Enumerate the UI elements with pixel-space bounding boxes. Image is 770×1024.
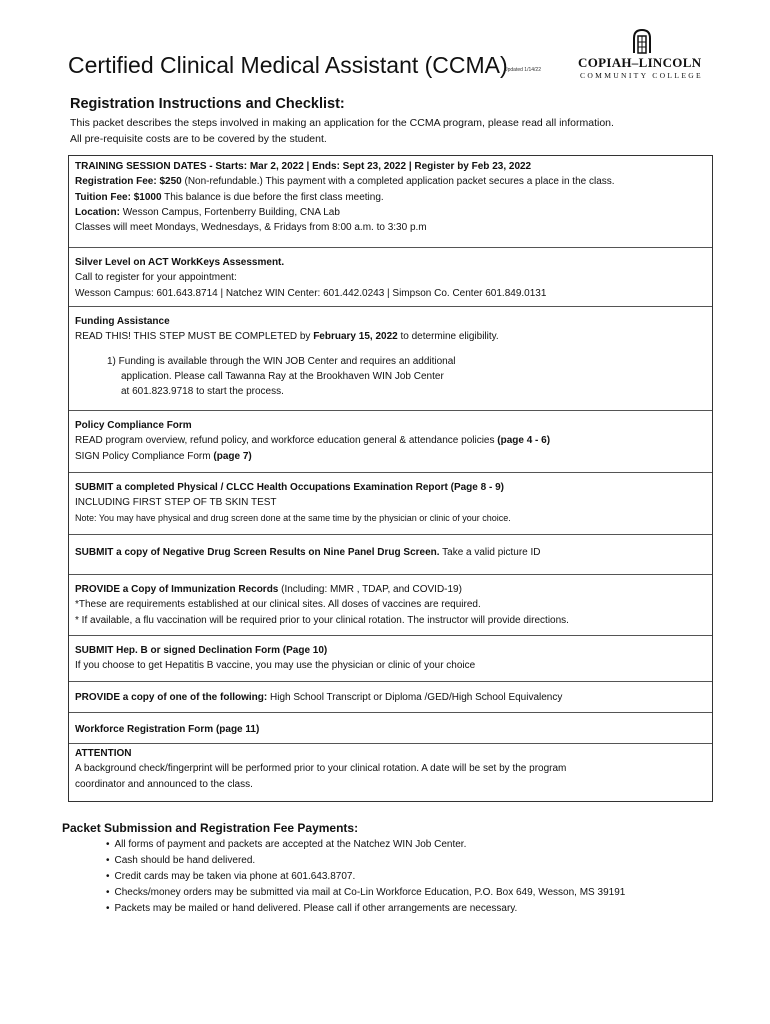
policy-title: Policy Compliance Form bbox=[75, 420, 192, 431]
list-item: • Packets may be mailed or hand delivered. Please call if other arrangements are necessary. bbox=[106, 901, 625, 917]
workkeys-section bbox=[69, 248, 712, 307]
physical-title: SUBMIT a completed Physical / CLCC Health Occupations Examination Report (Page 8 - 9) bbox=[75, 482, 504, 493]
physical-note: Note: You may have physical and drug screen done at the same time by the physician or clinic of your choice. bbox=[75, 512, 511, 523]
immunization-title: PROVIDE a Copy of Immunization Records bbox=[75, 584, 279, 595]
attention-text: A background check/fingerprint will be performed prior to your clinical rotation. A date will be set by the program bbox=[75, 763, 567, 775]
funding-item: 1) Funding is available through the WIN JOB Center and requires an additional bbox=[107, 355, 456, 367]
updated-date: Updated 1/14/22 bbox=[504, 67, 541, 73]
location-label: Location: bbox=[75, 206, 120, 218]
list-item: • Checks/money orders may be submitted via mail at Co-Lin Workforce Education, P.O. Box 649, Wesson, MS 39191 bbox=[106, 885, 625, 901]
attention-text: coordinator and announced to the class. bbox=[75, 778, 253, 790]
funding-item: application. Please call Tawanna Ray at the Brookhaven WIN Job Center bbox=[121, 370, 444, 382]
document-header bbox=[68, 50, 718, 90]
intro-text bbox=[70, 115, 614, 147]
transcript-text: High School Transcript or Diploma /GED/High School Equivalency bbox=[267, 692, 563, 703]
training-section bbox=[69, 156, 712, 248]
funding-section bbox=[69, 307, 712, 411]
tuition-fee-label: Tuition Fee: $1000 bbox=[75, 191, 162, 203]
payments-heading: Packet Submission and Registration Fee Payments: bbox=[62, 821, 359, 835]
logo-subtitle: COMMUNITY COLLEGE bbox=[580, 71, 703, 80]
attention-section bbox=[69, 744, 712, 802]
college-logo bbox=[578, 28, 720, 80]
training-dates: TRAINING SESSION DATES - Starts: Mar 2, 2022 | Ends: Sept 23, 2022 | Register by Feb 23, 2022 bbox=[75, 161, 532, 172]
location-text: Wesson Campus, Fortenberry Building, CNA Lab bbox=[120, 206, 340, 218]
immunization-text: (Including: MMR , TDAP, and COVID-19) bbox=[278, 584, 462, 595]
policy-page: (page 7) bbox=[213, 450, 252, 462]
workkeys-phones: Wesson Campus: 601.643.8714 | Natchez WIN Center: 601.442.0243 | Simpson Co. Center 601.849.0131 bbox=[75, 287, 547, 299]
funding-item: at 601.823.9718 to start the process. bbox=[121, 386, 284, 398]
attention-title: ATTENTION bbox=[75, 748, 132, 759]
policy-text: READ program overview, refund policy, and workforce education general & attendance policies bbox=[75, 435, 498, 447]
immunization-note: * If available, a flu vaccination will be required prior to your clinical rotation. The instructor will provide directions. bbox=[75, 614, 569, 626]
list-item: • All forms of payment and packets are accepted at the Natchez WIN Job Center. bbox=[106, 837, 625, 853]
logo-name: COPIAH‒LINCOLN bbox=[578, 55, 702, 70]
hepb-title: SUBMIT Hep. B or signed Declination Form (Page 10) bbox=[75, 645, 328, 656]
transcript-section bbox=[69, 682, 712, 713]
registration-heading: Registration Instructions and Checklist: bbox=[70, 96, 345, 112]
funding-text: to determine eligibility. bbox=[397, 331, 499, 343]
document-title: Certified Clinical Medical Assistant (CCMA) bbox=[68, 52, 508, 78]
physical-text: INCLUDING FIRST STEP OF TB SKIN TEST bbox=[75, 497, 277, 509]
immunization-note: *These are requirements established at our clinical sites. All doses of vaccines are required. bbox=[75, 599, 481, 611]
policy-pages: (page 4 - 6) bbox=[497, 435, 551, 447]
drug-screen-section bbox=[69, 535, 712, 575]
registration-fee-label: Registration Fee: $250 bbox=[75, 176, 182, 188]
funding-deadline: February 15, 2022 bbox=[313, 331, 398, 343]
intro-line: All pre-requisite costs are to be covered by the student. bbox=[70, 133, 327, 145]
tower-icon bbox=[630, 28, 654, 54]
workkeys-text: Call to register for your appointment: bbox=[75, 272, 237, 284]
funding-title: Funding Assistance bbox=[75, 316, 170, 327]
workkeys-title: Silver Level on ACT WorkKeys Assessment. bbox=[75, 257, 285, 268]
hepb-text: If you choose to get Hepatitis B vaccine, you may use the physician or clinic of your choice bbox=[75, 660, 476, 672]
workforce-title: Workforce Registration Form (page 11) bbox=[75, 724, 260, 735]
policy-section bbox=[69, 411, 712, 473]
intro-line: This packet describes the steps involved in making an application for the CCMA program, please read all information. bbox=[70, 117, 614, 129]
funding-text: READ THIS! THIS STEP MUST BE COMPLETED by bbox=[75, 331, 314, 343]
registration-fee-text: (Non-refundable.) This payment with a completed application packet secures a place in the class. bbox=[181, 176, 615, 188]
tuition-fee-text: This balance is due before the first class meeting. bbox=[161, 191, 384, 203]
workforce-section bbox=[69, 713, 712, 744]
transcript-title: PROVIDE a copy of one of the following: bbox=[75, 692, 268, 703]
physical-section bbox=[69, 473, 712, 535]
policy-text: SIGN Policy Compliance Form bbox=[75, 450, 214, 462]
payments-list bbox=[106, 837, 625, 917]
class-schedule: Classes will meet Mondays, Wednesdays, & Fridays from 8:00 a.m. to 3:30 p.m bbox=[75, 222, 427, 234]
hepb-section bbox=[69, 636, 712, 682]
immunization-section bbox=[69, 575, 712, 636]
drug-screen-title: SUBMIT a copy of Negative Drug Screen Results on Nine Panel Drug Screen. bbox=[75, 547, 440, 558]
list-item: • Cash should be hand delivered. bbox=[106, 853, 625, 869]
checklist-box bbox=[68, 155, 713, 802]
drug-screen-text: Take a valid picture ID bbox=[439, 547, 541, 558]
list-item: • Credit cards may be taken via phone at 601.643.8707. bbox=[106, 869, 625, 885]
